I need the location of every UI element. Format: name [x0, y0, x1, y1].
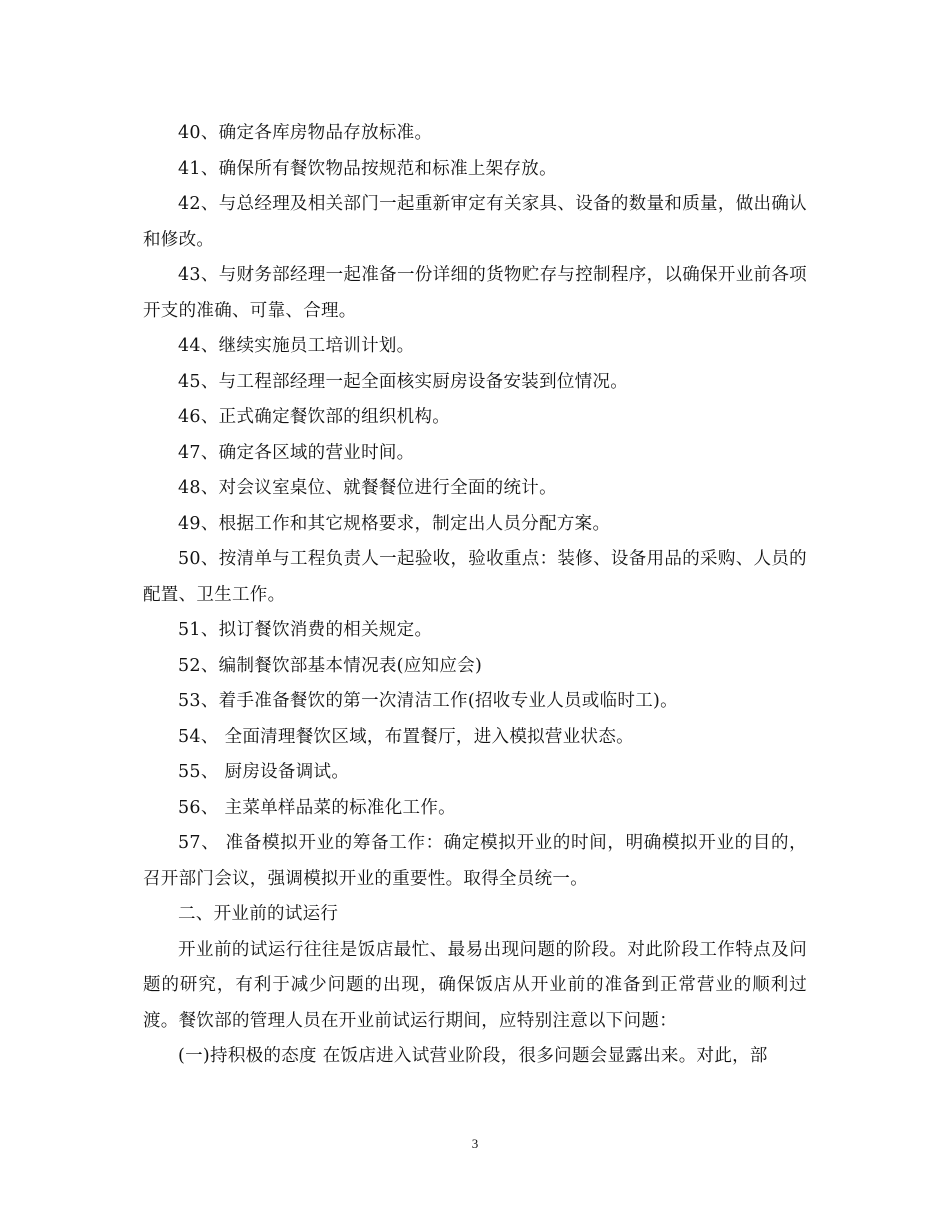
paragraph-item-47: 47、确定各区域的营业时间。 [178, 442, 415, 463]
subsection-paragraph: (一)持积极的态度 在饭店进入试营业阶段，很多问题会显露出来。对此，部 [178, 1046, 768, 1066]
paragraph-item-42: 42、与总经理及相关部门一起重新审定有关家具、设备的数量和质量，做出确认和修改。 [143, 194, 807, 250]
body-paragraph: 开业前的试运行往往是饭店最忙、最易出现问题的阶段。对此阶段工作特点及问题的研究，有利于减少问题的出现，确保饭店从开业前的准备到正常营业的顺利过渡。餐饮部的管理人员在开业前试运行期间，应特别注意以下问题： [143, 939, 807, 1031]
paragraph-item-43: 43、与财务部经理一起准备一份详细的货物贮存与控制程序，以确保开业前各项开支的准确、可靠、合理。 [143, 265, 807, 321]
paragraph-item-40: 40、确定各库房物品存放标准。 [178, 123, 433, 143]
paragraph-item-44: 44、继续实施员工培训计划。 [178, 336, 415, 356]
paragraph-item-45: 45、与工程部经理一起全面核实厨房设备安装到位情况。 [178, 371, 629, 392]
section-heading: 二、开业前的试运行 [178, 904, 339, 924]
paragraph-item-53: 53、着手准备餐饮的第一次清洁工作(招收专业人员或临时工)。 [178, 691, 678, 711]
paragraph-item-52: 52、编制餐饮部基本情况表(应知应会) [178, 655, 483, 676]
page-number: 3 [471, 1136, 479, 1151]
paragraph-item-50: 50、按清单与工程负责人一起验收，验收重点：装修、设备用品的采购、人员的配置、卫生工作。 [143, 549, 807, 605]
paragraph-item-49: 49、根据工作和其它规格要求，制定出人员分配方案。 [178, 513, 611, 534]
paragraph-item-46: 46、正式确定餐饮部的组织机构。 [178, 407, 451, 427]
paragraph-item-54: 54、 全面清理餐饮区域，布置餐厅，进入模拟营业状态。 [178, 726, 634, 747]
document-body [143, 116, 807, 1075]
paragraph-item-55: 55、 厨房设备调试。 [178, 762, 350, 782]
paragraph-item-48: 48、对会议室桌位、就餐餐位进行全面的统计。 [178, 478, 557, 498]
paragraph-item-56: 56、 主菜单样品菜的标准化工作。 [178, 797, 456, 818]
paragraph-item-57: 57、 准备模拟开业的筹备工作：确定模拟开业的时间，明确模拟开业的目的，召开部门会议，强调模拟开业的重要性。取得全员统一。 [143, 833, 807, 889]
paragraph-item-51: 51、拟订餐饮消费的相关规定。 [178, 620, 433, 640]
paragraph-item-41: 41、确保所有餐饮物品按规范和标准上架存放。 [178, 158, 557, 179]
